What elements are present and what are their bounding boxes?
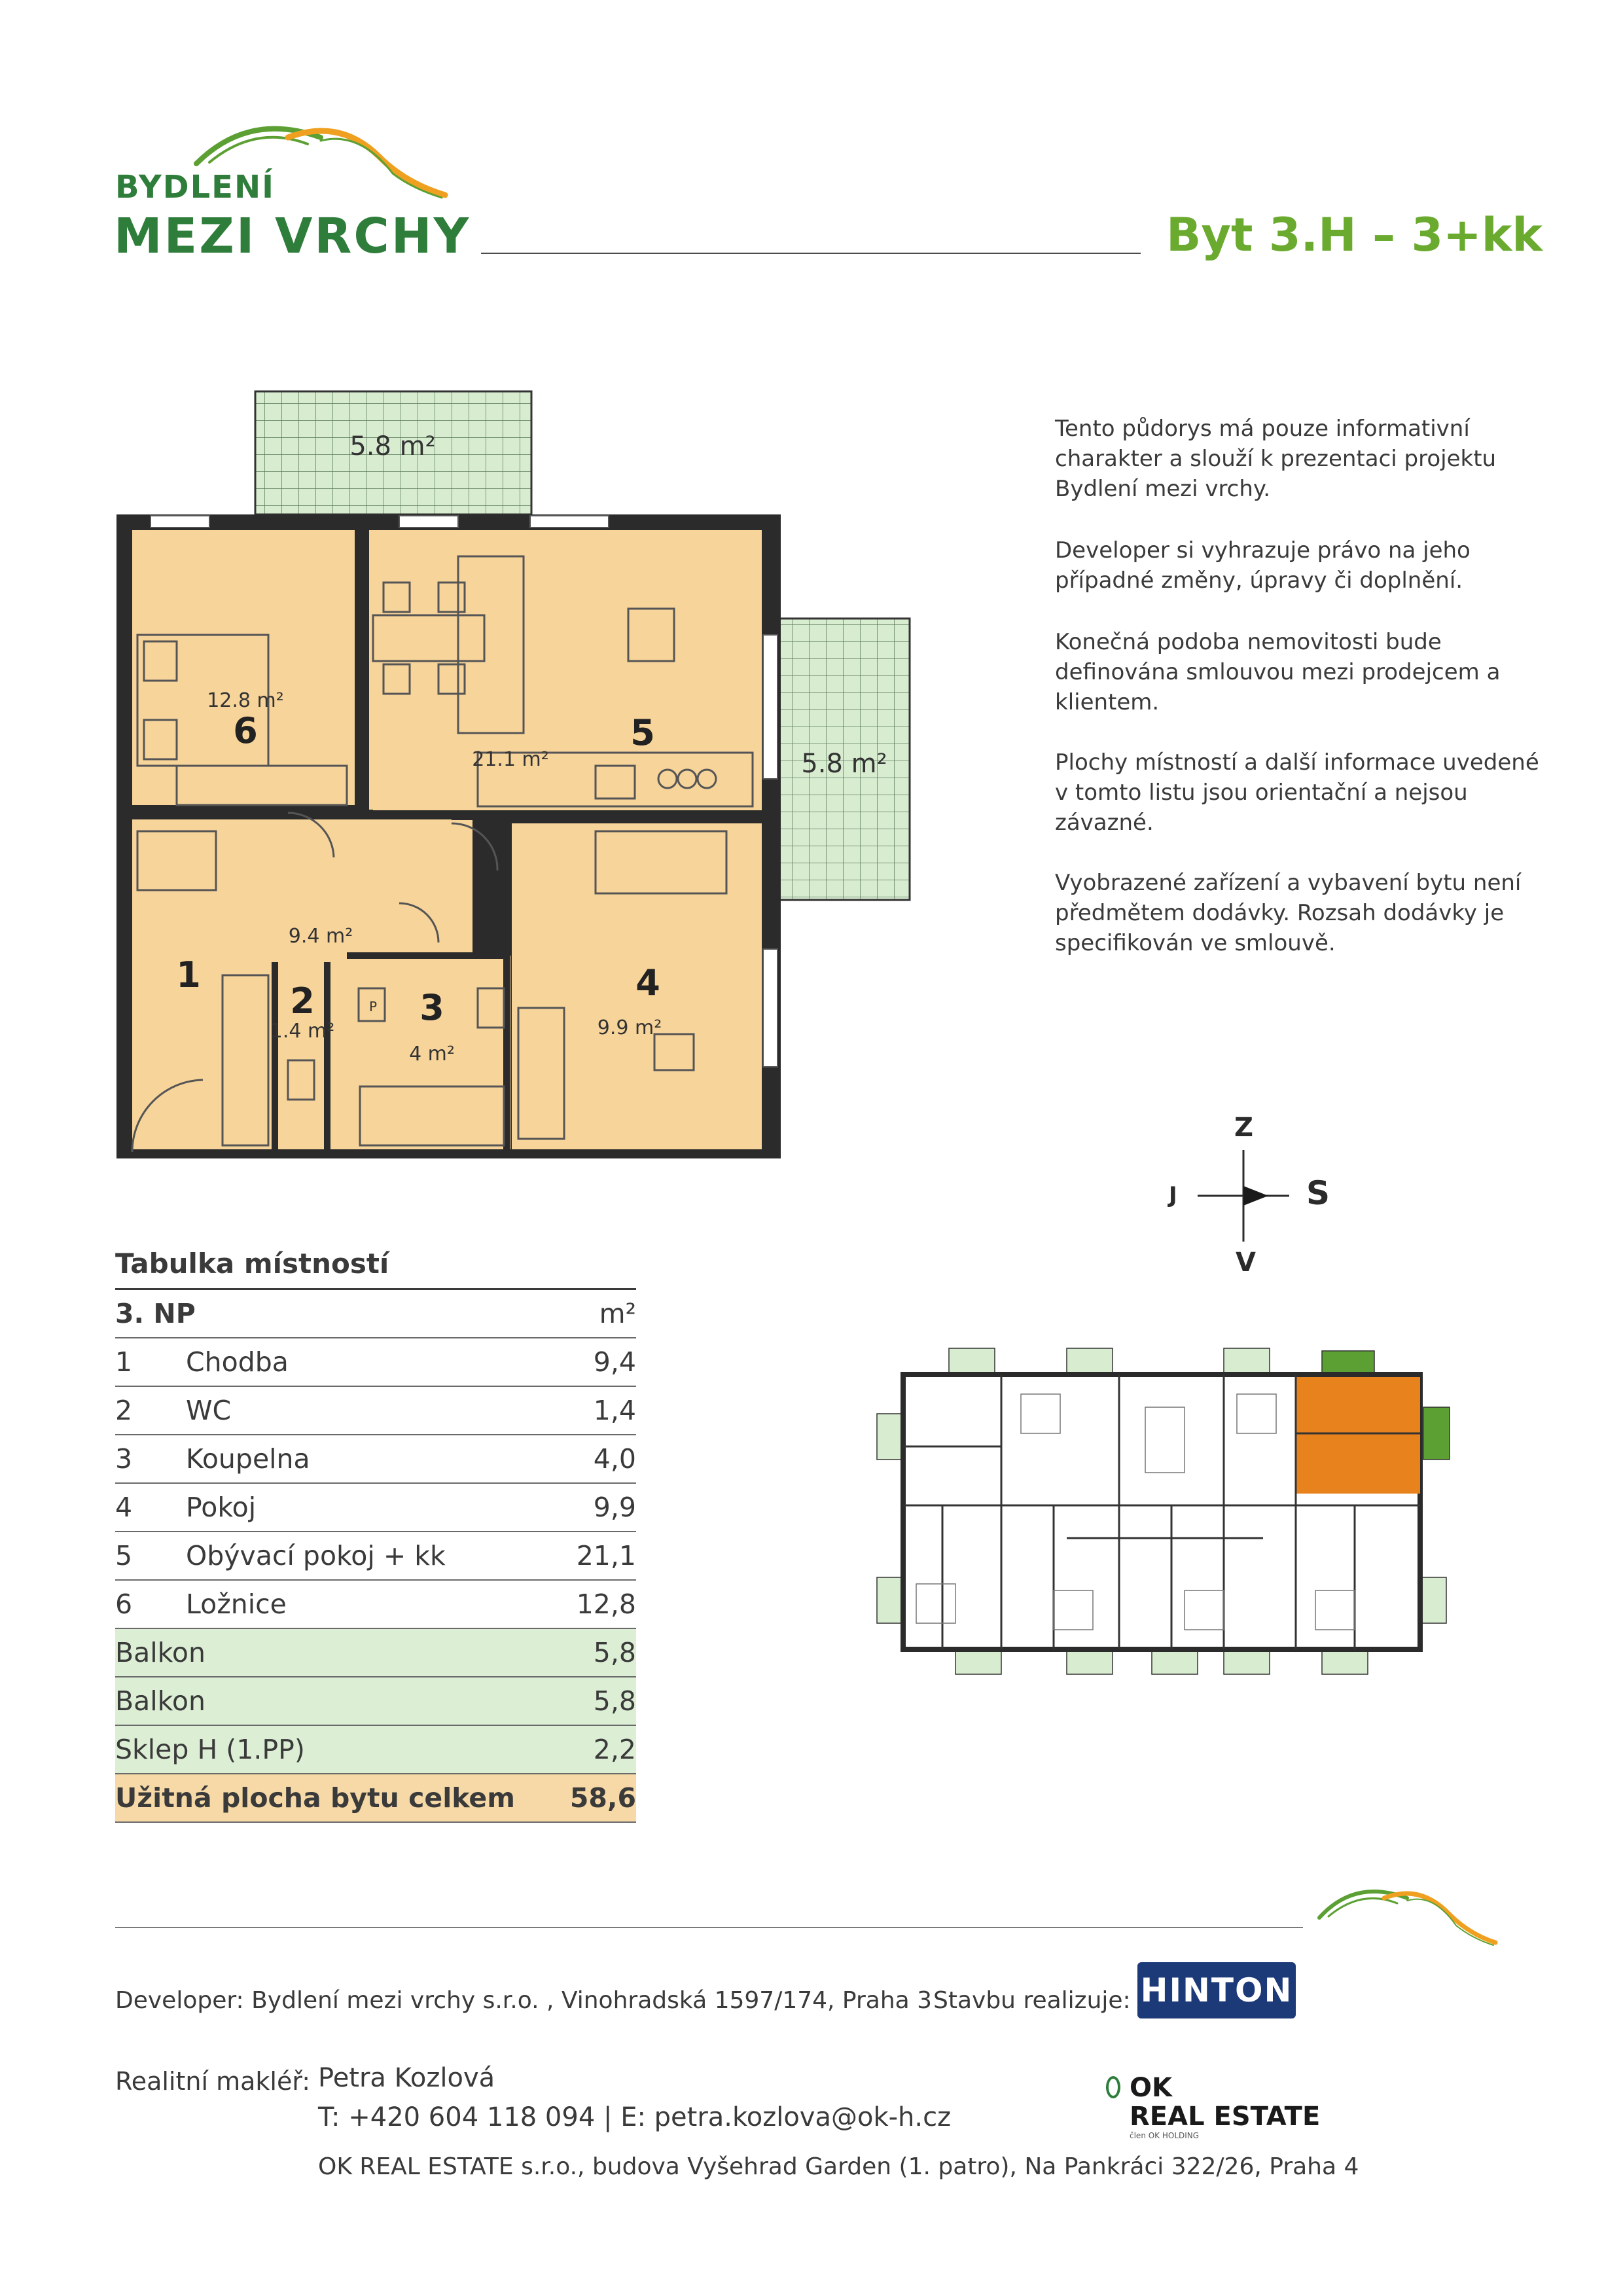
agent-name: Petra Kozlová (318, 2063, 495, 2093)
compass-east: S (1306, 1174, 1330, 1212)
room-4-area: 9.9 m² (597, 1016, 662, 1039)
floorplan (111, 386, 923, 1158)
compass-south: V (1236, 1247, 1256, 1278)
logo-text-line1: BYDLENÍ (115, 169, 275, 206)
footer-divider (115, 1927, 1303, 1928)
row-name: Pokoj (186, 1492, 257, 1523)
row-area: 5,8 (593, 1637, 636, 1668)
room-6-number: 6 (233, 710, 258, 751)
row-area: 4,0 (593, 1443, 636, 1475)
room-3-number: 3 (419, 987, 444, 1028)
footer-logo-hills (1315, 1878, 1499, 1950)
table-row (115, 1386, 636, 1434)
row-name: Chodba (186, 1346, 289, 1378)
room-5-number: 5 (630, 712, 655, 753)
row-area: 12,8 (576, 1588, 636, 1620)
room-6-area: 12.8 m² (207, 689, 284, 712)
compass-rose-icon (1191, 1147, 1296, 1245)
builder-label: Stavbu realizuje: (933, 1987, 1131, 2014)
compass-west: J (1169, 1182, 1177, 1208)
table-row (115, 1579, 636, 1628)
note-2: Developer si vyhrazuje právo na jeho případné změny, úpravy či doplnění. (1055, 537, 1471, 594)
table-row (115, 1434, 636, 1482)
row-number: 5 (115, 1540, 133, 1571)
row-area: 5,8 (593, 1685, 636, 1717)
room-table (115, 1288, 636, 1823)
table-row (115, 1337, 636, 1386)
room-1-area: 9.4 m² (288, 925, 353, 948)
ok-real-estate-logo (1106, 2073, 1320, 2140)
table-row-extra (115, 1725, 636, 1773)
table-row (115, 1482, 636, 1531)
table-title: Tabulka místností (115, 1247, 389, 1280)
row-name: Ložnice (186, 1588, 287, 1620)
row-name: Balkon (115, 1637, 205, 1668)
room-2-number: 2 (290, 980, 315, 1022)
row-area: 21,1 (576, 1540, 636, 1571)
row-area: 2,2 (593, 1734, 636, 1765)
ok-logo-sub: člen OK HOLDING (1130, 2131, 1200, 2140)
developer-info: Developer: Bydlení mezi vrchy s.r.o. , Vinohradská 1597/174, Praha 3 (115, 1987, 933, 2014)
table-row-extra (115, 1628, 636, 1676)
row-number: 2 (115, 1395, 133, 1426)
note-3: Konečná podoba nemovitosti bude definována smlouvou mezi prodejcem a klientem. (1055, 629, 1501, 715)
table-header-row (115, 1288, 636, 1337)
agent-label: Realitní makléř: (115, 2067, 311, 2096)
total-label: Užitná plocha bytu celkem (115, 1782, 515, 1814)
ok-logo-line2: REAL ESTATE (1130, 2102, 1321, 2132)
row-name: Sklep H (1.PP) (115, 1734, 305, 1765)
note-5: Vyobrazené zařízení a vybavení bytu není předmětem dodávky. Rozsah dodávky je specifikován ve smlouvě. (1055, 870, 1522, 956)
room-3-wash-marker: P (368, 999, 378, 1014)
room-2-area: 1.4 m² (270, 1020, 335, 1043)
hinton-logo: HINTON (1137, 1962, 1296, 2018)
total-area: 58,6 (569, 1782, 636, 1814)
compass-north: Z (1234, 1113, 1254, 1143)
row-area: 1,4 (593, 1395, 636, 1426)
table-unit-label: m² (599, 1298, 636, 1329)
table-row-total (115, 1773, 636, 1823)
row-number: 1 (115, 1346, 133, 1378)
note-4: Plochy místností a další informace uvedené v tomto listu jsou orientační a nejsou závazné. (1055, 749, 1539, 836)
logo-text-line2: MEZI VRCHY (114, 208, 471, 264)
ok-logo-ring-icon (1106, 2076, 1120, 2098)
room-3-area: 4 m² (409, 1043, 455, 1066)
room-1-number: 1 (176, 954, 201, 996)
table-row-extra (115, 1676, 636, 1725)
agency-address: OK REAL ESTATE s.r.o., budova Vyšehrad Garden (1. patro), Na Pankráci 322/26, Praha 4 (318, 2153, 1359, 2180)
room-6-bedroom (132, 530, 355, 805)
table-floor-label: 3. NP (115, 1298, 196, 1329)
room-5-area: 21.1 m² (472, 748, 549, 771)
balcony-right-area: 5.8 m² (801, 749, 887, 779)
ok-logo-line1: OK (1130, 2073, 1172, 2103)
note-1: Tento půdorys má pouze informativní charakter a slouží k prezentaci projektu Bydlení mezi vrchy. (1055, 416, 1497, 502)
room-4-number: 4 (635, 962, 660, 1003)
row-name: Balkon (115, 1685, 205, 1717)
balcony-top-area: 5.8 m² (349, 431, 436, 461)
header-divider (481, 253, 1141, 254)
unit-title: Byt 3.H – 3+kk (1166, 208, 1543, 262)
row-area: 9,9 (593, 1492, 636, 1523)
row-name: WC (186, 1395, 232, 1426)
row-number: 3 (115, 1443, 133, 1475)
building-keyplan (870, 1342, 1459, 1682)
row-name: Obývací pokoj + kk (186, 1540, 446, 1571)
highlighted-unit (1296, 1377, 1420, 1494)
room-5-living (369, 530, 762, 810)
row-number: 4 (115, 1492, 133, 1523)
agent-contact: T: +420 604 118 094 | E: petra.kozlova@ok-h.cz (318, 2102, 952, 2132)
row-area: 9,4 (593, 1346, 636, 1378)
table-row (115, 1531, 636, 1579)
row-number: 6 (115, 1588, 133, 1620)
row-name: Koupelna (186, 1443, 310, 1475)
